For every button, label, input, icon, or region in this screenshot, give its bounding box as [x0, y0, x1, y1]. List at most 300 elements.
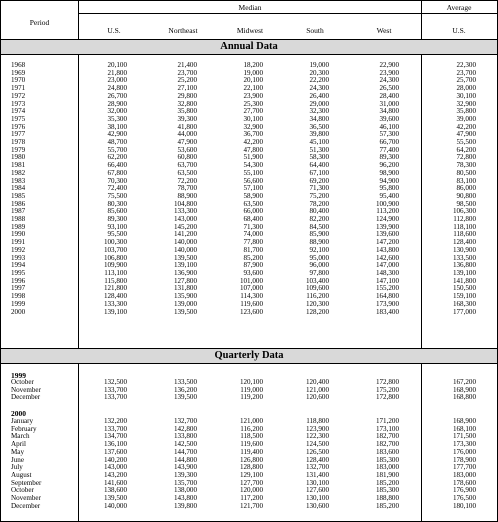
table-cell: 135,700 [173, 478, 197, 487]
table-cell: 88,900 [309, 238, 329, 247]
table-cell: 139,300 [173, 470, 197, 479]
table-cell: 126,800 [239, 455, 263, 464]
table-cell: 66,700 [379, 138, 399, 147]
average-header: Average [446, 3, 472, 12]
table-cell: 48,700 [107, 138, 127, 147]
table-cell: 182,700 [375, 432, 399, 441]
table-cell: 133,500 [452, 253, 476, 262]
table-cell: 133,700 [103, 385, 127, 394]
table-cell: 1985 [11, 191, 26, 200]
table-cell: 68,400 [243, 215, 263, 224]
table-cell: 173,100 [375, 424, 399, 433]
table-cell: 1987 [11, 207, 26, 216]
table-cell: 131,800 [173, 284, 197, 293]
table-cell: 89,300 [107, 215, 127, 224]
table-cell: 30,100 [243, 114, 263, 123]
table-cell: 95,000 [309, 253, 329, 262]
table-cell: 66,000 [243, 207, 263, 216]
table-cell: 177,700 [452, 463, 476, 472]
table-cell: 85,200 [243, 253, 263, 262]
table-cell: 121,800 [103, 284, 127, 293]
table-cell: 176,500 [452, 494, 476, 503]
q2000-west [347, 418, 399, 510]
table-cell: 129,100 [239, 470, 263, 479]
table-cell: 29,800 [177, 91, 197, 100]
table-cell: 63,500 [177, 168, 197, 177]
table-cell: 101,000 [239, 276, 263, 285]
table-cell: 57,100 [243, 184, 263, 193]
table-cell: 168,300 [452, 299, 476, 308]
table-cell: 137,600 [103, 447, 127, 456]
table-cell: 132,700 [305, 463, 329, 472]
table-cell: 176,900 [452, 486, 476, 495]
table-cell: 67,800 [107, 168, 127, 177]
table-cell: 32,900 [456, 99, 476, 108]
table-cell: 90,800 [456, 191, 476, 200]
table-cell: 42,900 [107, 130, 127, 139]
table-cell: 1988 [11, 215, 26, 224]
table-cell: 1974 [11, 107, 26, 116]
table-cell: 127,800 [173, 276, 197, 285]
table-cell: 1996 [11, 276, 26, 285]
table-cell: 31,000 [379, 99, 399, 108]
table-cell: March [11, 432, 30, 441]
table-cell: 75,500 [107, 191, 127, 200]
col-us-header: U.S. [107, 26, 121, 35]
table-cell: 78,300 [456, 161, 476, 170]
table-cell: 103,700 [103, 245, 127, 254]
table-cell: 25,700 [456, 76, 476, 85]
table-cell: 1971 [11, 84, 26, 93]
table-cell: 25,300 [243, 99, 263, 108]
table-cell: 115,800 [104, 276, 127, 285]
table-cell: 127,700 [239, 478, 263, 487]
year-1999-label: 1999 [11, 371, 26, 380]
table-cell: 35,300 [107, 114, 127, 123]
table-cell: July [11, 463, 23, 472]
q1999-avg-us [421, 379, 476, 402]
table-cell: 133,800 [173, 432, 197, 441]
table-cell: 28,400 [379, 91, 399, 100]
table-cell: 138,000 [173, 486, 197, 495]
table-cell: 143,900 [173, 463, 197, 472]
table-cell: August [11, 470, 32, 479]
q1999-midwest [217, 379, 263, 402]
table-cell: 132,700 [173, 417, 197, 425]
table-cell: 39,800 [309, 130, 329, 139]
table-cell: 183,400 [375, 307, 399, 316]
median-underline [79, 13, 497, 14]
q2000-south [283, 418, 329, 510]
table-cell: 54,300 [243, 161, 263, 170]
table-cell: 53,600 [177, 145, 197, 154]
table-cell: 27,100 [177, 84, 197, 93]
table-cell: 130,600 [305, 501, 329, 510]
table-cell: 93,600 [243, 268, 263, 277]
table-cell: 171,200 [375, 417, 399, 425]
table-cell: 120,400 [305, 378, 329, 386]
table-cell: 71,300 [309, 184, 329, 193]
table-cell: 121,000 [305, 385, 329, 394]
table-cell: 24,300 [309, 84, 329, 93]
quarterly-data-banner: Quarterly Data [1, 348, 497, 364]
table-cell: 133,500 [173, 378, 197, 386]
table-cell: 58,300 [309, 153, 329, 162]
table-cell: 1975 [11, 114, 26, 123]
table-cell: 1984 [11, 184, 26, 193]
table-cell: 1983 [11, 176, 26, 185]
annual-data-banner: Annual Data [1, 39, 497, 55]
table-cell: 173,300 [452, 440, 476, 449]
table-cell: 45,100 [309, 138, 329, 147]
table-cell: 71,300 [243, 222, 263, 231]
table-cell: 44,000 [177, 130, 197, 139]
table-cell: 80,400 [309, 207, 329, 216]
table-cell: 136,200 [173, 385, 197, 394]
table-cell: 1992 [11, 245, 26, 254]
table-cell: 168,800 [452, 393, 476, 402]
year-2000-label: 2000 [11, 409, 26, 418]
table-cell: 98,900 [379, 168, 399, 177]
table-cell: 39,600 [379, 114, 399, 123]
table-cell: 1997 [11, 284, 26, 293]
table-cell: November [11, 494, 41, 503]
table-cell: 23,900 [243, 91, 263, 100]
table-cell: 139,500 [173, 253, 197, 262]
table-cell: 122,300 [305, 432, 329, 441]
table-cell: 55,700 [107, 145, 127, 154]
table-cell: 75,200 [309, 191, 329, 200]
annual-midwest [217, 62, 263, 316]
table-cell: 35,800 [456, 107, 476, 116]
table-cell: 64,400 [309, 161, 329, 170]
table-cell: 138,600 [103, 486, 127, 495]
q2000-northeast [151, 418, 197, 510]
table-cell: 83,100 [456, 176, 476, 185]
table-cell: 28,900 [107, 99, 127, 108]
table-cell: 1989 [11, 222, 26, 231]
table-cell: 72,200 [177, 176, 197, 185]
table-cell: 143,000 [173, 215, 197, 224]
table-cell: 180,100 [452, 501, 476, 510]
table-cell: 94,900 [379, 176, 399, 185]
table-cell: 32,800 [177, 99, 197, 108]
table-cell: 117,200 [240, 494, 263, 503]
table-cell: 168,100 [452, 424, 476, 433]
table-cell: 24,800 [107, 84, 127, 93]
table-cell: 25,200 [177, 76, 197, 85]
table-cell: 178,900 [452, 455, 476, 464]
table-cell: 159,100 [452, 292, 476, 301]
table-cell: 147,100 [375, 276, 399, 285]
table-cell: 100,900 [375, 199, 399, 208]
table-cell: 57,300 [379, 130, 399, 139]
table-cell: 26,500 [379, 84, 399, 93]
table-cell: 132,200 [103, 417, 127, 425]
table-cell: 82,200 [309, 215, 329, 224]
table-cell: 38,100 [107, 122, 127, 131]
table-cell: 1998 [11, 292, 26, 301]
table-cell: 1986 [11, 199, 26, 208]
table-cell: December [11, 501, 41, 510]
table-cell: 34,800 [309, 114, 329, 123]
table-cell: 88,900 [177, 191, 197, 200]
col-midwest-header: Midwest [236, 26, 264, 35]
table-cell: 171,500 [452, 432, 476, 441]
table-cell: 109,900 [103, 261, 127, 270]
table-cell: 78,700 [177, 184, 197, 193]
table-cell: September [11, 478, 42, 487]
table-cell: 27,700 [243, 107, 263, 116]
divider [421, 1, 422, 39]
table-cell: 112,800 [453, 215, 476, 224]
table-cell: 143,000 [103, 463, 127, 472]
table-cell: 139,100 [173, 261, 197, 270]
table-cell: October [11, 486, 34, 495]
table-cell: 133,300 [103, 299, 127, 308]
table-cell: 28,000 [456, 84, 476, 93]
table-cell: 1980 [11, 153, 26, 162]
table-cell: 98,500 [456, 199, 476, 208]
q2000-midwest [217, 418, 263, 510]
table-cell: 119,200 [240, 393, 263, 402]
table-cell: 39,000 [456, 114, 476, 123]
table-cell: 19,000 [309, 61, 329, 69]
table-cell: 66,400 [107, 161, 127, 170]
annual-avg-us [421, 62, 476, 316]
q2000-avg-us [421, 418, 476, 510]
table-cell: 24,300 [379, 76, 399, 85]
table-cell: 23,700 [456, 68, 476, 77]
table-cell: 120,100 [239, 378, 263, 386]
table-cell: 20,300 [309, 68, 329, 77]
q2000-us [79, 418, 127, 510]
table-cell: 118,100 [453, 222, 476, 231]
table-cell: 183,600 [375, 447, 399, 456]
table-cell: 119,600 [240, 299, 263, 308]
table-cell: 103,400 [305, 276, 329, 285]
table-cell: 118,500 [240, 432, 263, 441]
table-cell: 139,500 [173, 393, 197, 402]
table-cell: 139,000 [173, 299, 197, 308]
table-cell: 143,800 [375, 245, 399, 254]
table-cell: 1990 [11, 230, 26, 239]
table-cell: 1995 [11, 268, 26, 277]
table-cell: 172,800 [375, 393, 399, 402]
table-cell: 1978 [11, 138, 26, 147]
table-cell: 26,700 [107, 91, 127, 100]
table-cell: 188,800 [375, 494, 399, 503]
table-cell: 20,100 [107, 61, 127, 69]
table-cell: 1973 [11, 99, 26, 108]
table-cell: 78,200 [309, 199, 329, 208]
table-cell: 121,700 [239, 501, 263, 510]
table-cell: 134,700 [103, 432, 127, 441]
table-cell: May [11, 447, 25, 456]
table-cell: 95,800 [379, 184, 399, 193]
annual-years [11, 62, 71, 316]
table-cell: 95,500 [107, 230, 127, 239]
table-cell: 116,200 [240, 424, 263, 433]
table-cell: 142,800 [173, 424, 197, 433]
table-cell: 139,800 [173, 501, 197, 510]
table-cell: 142,500 [173, 440, 197, 449]
table-cell: 35,800 [177, 107, 197, 116]
table-cell: 64,200 [456, 145, 476, 154]
table-cell: 55,500 [456, 138, 476, 147]
table-cell: 26,400 [309, 91, 329, 100]
table-cell: 80,300 [107, 199, 127, 208]
table-cell: 69,200 [309, 176, 329, 185]
table-cell: 86,000 [456, 184, 476, 193]
table-cell: 168,900 [452, 385, 476, 394]
table-cell: 96,000 [309, 261, 329, 270]
table-cell: 1999 [11, 299, 26, 308]
annual-northeast [151, 62, 197, 316]
table-cell: 118,600 [453, 230, 476, 239]
table-cell: 136,800 [452, 261, 476, 270]
table-cell: 22,300 [456, 61, 476, 69]
table-cell: 185,300 [375, 486, 399, 495]
table-cell: 93,100 [107, 222, 127, 231]
table-cell: 178,600 [452, 478, 476, 487]
table-cell: 114,300 [240, 292, 263, 301]
table-cell: 34,800 [379, 107, 399, 116]
table-cell: 32,300 [309, 107, 329, 116]
table-cell: 63,500 [243, 199, 263, 208]
table-cell: 143,200 [103, 470, 127, 479]
table-cell: October [11, 378, 34, 386]
table-cell: 130,100 [305, 478, 329, 487]
table-cell: 185,200 [375, 478, 399, 487]
table-cell: 77,800 [243, 238, 263, 247]
table-cell: 97,800 [309, 268, 329, 277]
table-cell: 18,200 [243, 61, 263, 69]
table-cell: 132,500 [103, 378, 127, 386]
table-cell: 72,400 [107, 184, 127, 193]
table-cell: 1993 [11, 253, 26, 262]
q1999-months [11, 379, 73, 402]
q1999-us [79, 379, 127, 402]
table-cell: 147,200 [375, 238, 399, 247]
table-cell: 113,100 [104, 268, 127, 277]
table-cell: 92,100 [309, 245, 329, 254]
table-cell: 22,100 [243, 84, 263, 93]
median-header: Median [238, 3, 262, 12]
table-cell: 77,400 [379, 145, 399, 154]
table-cell: 32,000 [107, 107, 127, 116]
table-cell: 167,200 [452, 378, 476, 386]
table-cell: 63,700 [177, 161, 197, 170]
q1999-south [283, 379, 329, 402]
table-cell: 42,200 [243, 138, 263, 147]
col-south-header: South [306, 26, 324, 35]
table-cell: 67,100 [309, 168, 329, 177]
table-cell: 142,600 [375, 253, 399, 262]
table-cell: 60,800 [177, 153, 197, 162]
period-header: Period [29, 18, 50, 27]
table-cell: 172,800 [375, 378, 399, 386]
table-cell: 133,700 [103, 393, 127, 402]
table-cell: 56,600 [243, 176, 263, 185]
q1999-northeast [151, 379, 197, 402]
table-cell: April [11, 440, 26, 449]
table-cell: 143,800 [173, 494, 197, 503]
table-cell: 116,200 [306, 292, 329, 301]
q1999-west [347, 379, 399, 402]
col-avg-us-header: U.S. [452, 26, 466, 35]
table-cell: 30,100 [456, 91, 476, 100]
col-northeast-header: Northeast [168, 26, 198, 35]
divider [78, 1, 79, 39]
table-cell: 141,200 [173, 230, 197, 239]
table-cell: 113,200 [376, 207, 399, 216]
table-cell: 139,100 [452, 268, 476, 277]
table-cell: June [11, 455, 25, 464]
table-cell: February [11, 424, 37, 433]
table-cell: 106,800 [103, 253, 127, 262]
col-west-header: West [376, 26, 392, 35]
table-cell: 72,800 [456, 153, 476, 162]
table-cell: 135,900 [173, 292, 197, 301]
table-cell: 185,300 [375, 455, 399, 464]
table-cell: 155,200 [375, 284, 399, 293]
table-cell: 140,000 [173, 238, 197, 247]
table-cell: 139,500 [103, 494, 127, 503]
table-cell: 136,100 [103, 440, 127, 449]
table-cell: 36,500 [309, 122, 329, 131]
table-cell: 39,300 [177, 114, 197, 123]
table-cell: 128,400 [103, 292, 127, 301]
table-cell: 139,900 [375, 222, 399, 231]
table-cell: 124,500 [305, 440, 329, 449]
table-cell: 51,900 [243, 153, 263, 162]
table-cell: 104,800 [173, 199, 197, 208]
table-cell: January [11, 417, 34, 425]
table-cell: 42,200 [456, 122, 476, 131]
table-cell: 47,900 [177, 138, 197, 147]
table-cell: 175,200 [375, 385, 399, 394]
table-cell: 87,900 [243, 261, 263, 270]
table-cell: 136,900 [173, 268, 197, 277]
table-cell: 181,900 [375, 470, 399, 479]
table-cell: 1977 [11, 130, 26, 139]
q2000-months [11, 418, 73, 510]
table-cell: 51,300 [309, 145, 329, 154]
table-cell: 141,800 [452, 276, 476, 285]
table-cell: 19,000 [243, 68, 263, 77]
table-cell: 145,200 [173, 222, 197, 231]
table-cell: 119,600 [240, 440, 263, 449]
table-cell: 147,000 [375, 261, 399, 270]
table-cell: 164,800 [375, 292, 399, 301]
table-cell: 70,300 [107, 176, 127, 185]
table-cell: 127,600 [305, 486, 329, 495]
table-cell: 130,900 [452, 245, 476, 254]
table-cell: 176,000 [452, 447, 476, 456]
table-cell: 96,200 [379, 161, 399, 170]
table-cell: 85,900 [309, 230, 329, 239]
table-cell: 148,300 [375, 268, 399, 277]
table-cell: 1970 [11, 76, 26, 85]
table-cell: 128,400 [452, 238, 476, 247]
table-cell: 80,500 [456, 168, 476, 177]
table-cell: 84,500 [309, 222, 329, 231]
table-cell: 119,000 [240, 385, 263, 394]
table-cell: 1968 [11, 61, 26, 69]
table-cell: 109,600 [305, 284, 329, 293]
table-cell: 120,300 [305, 299, 329, 308]
